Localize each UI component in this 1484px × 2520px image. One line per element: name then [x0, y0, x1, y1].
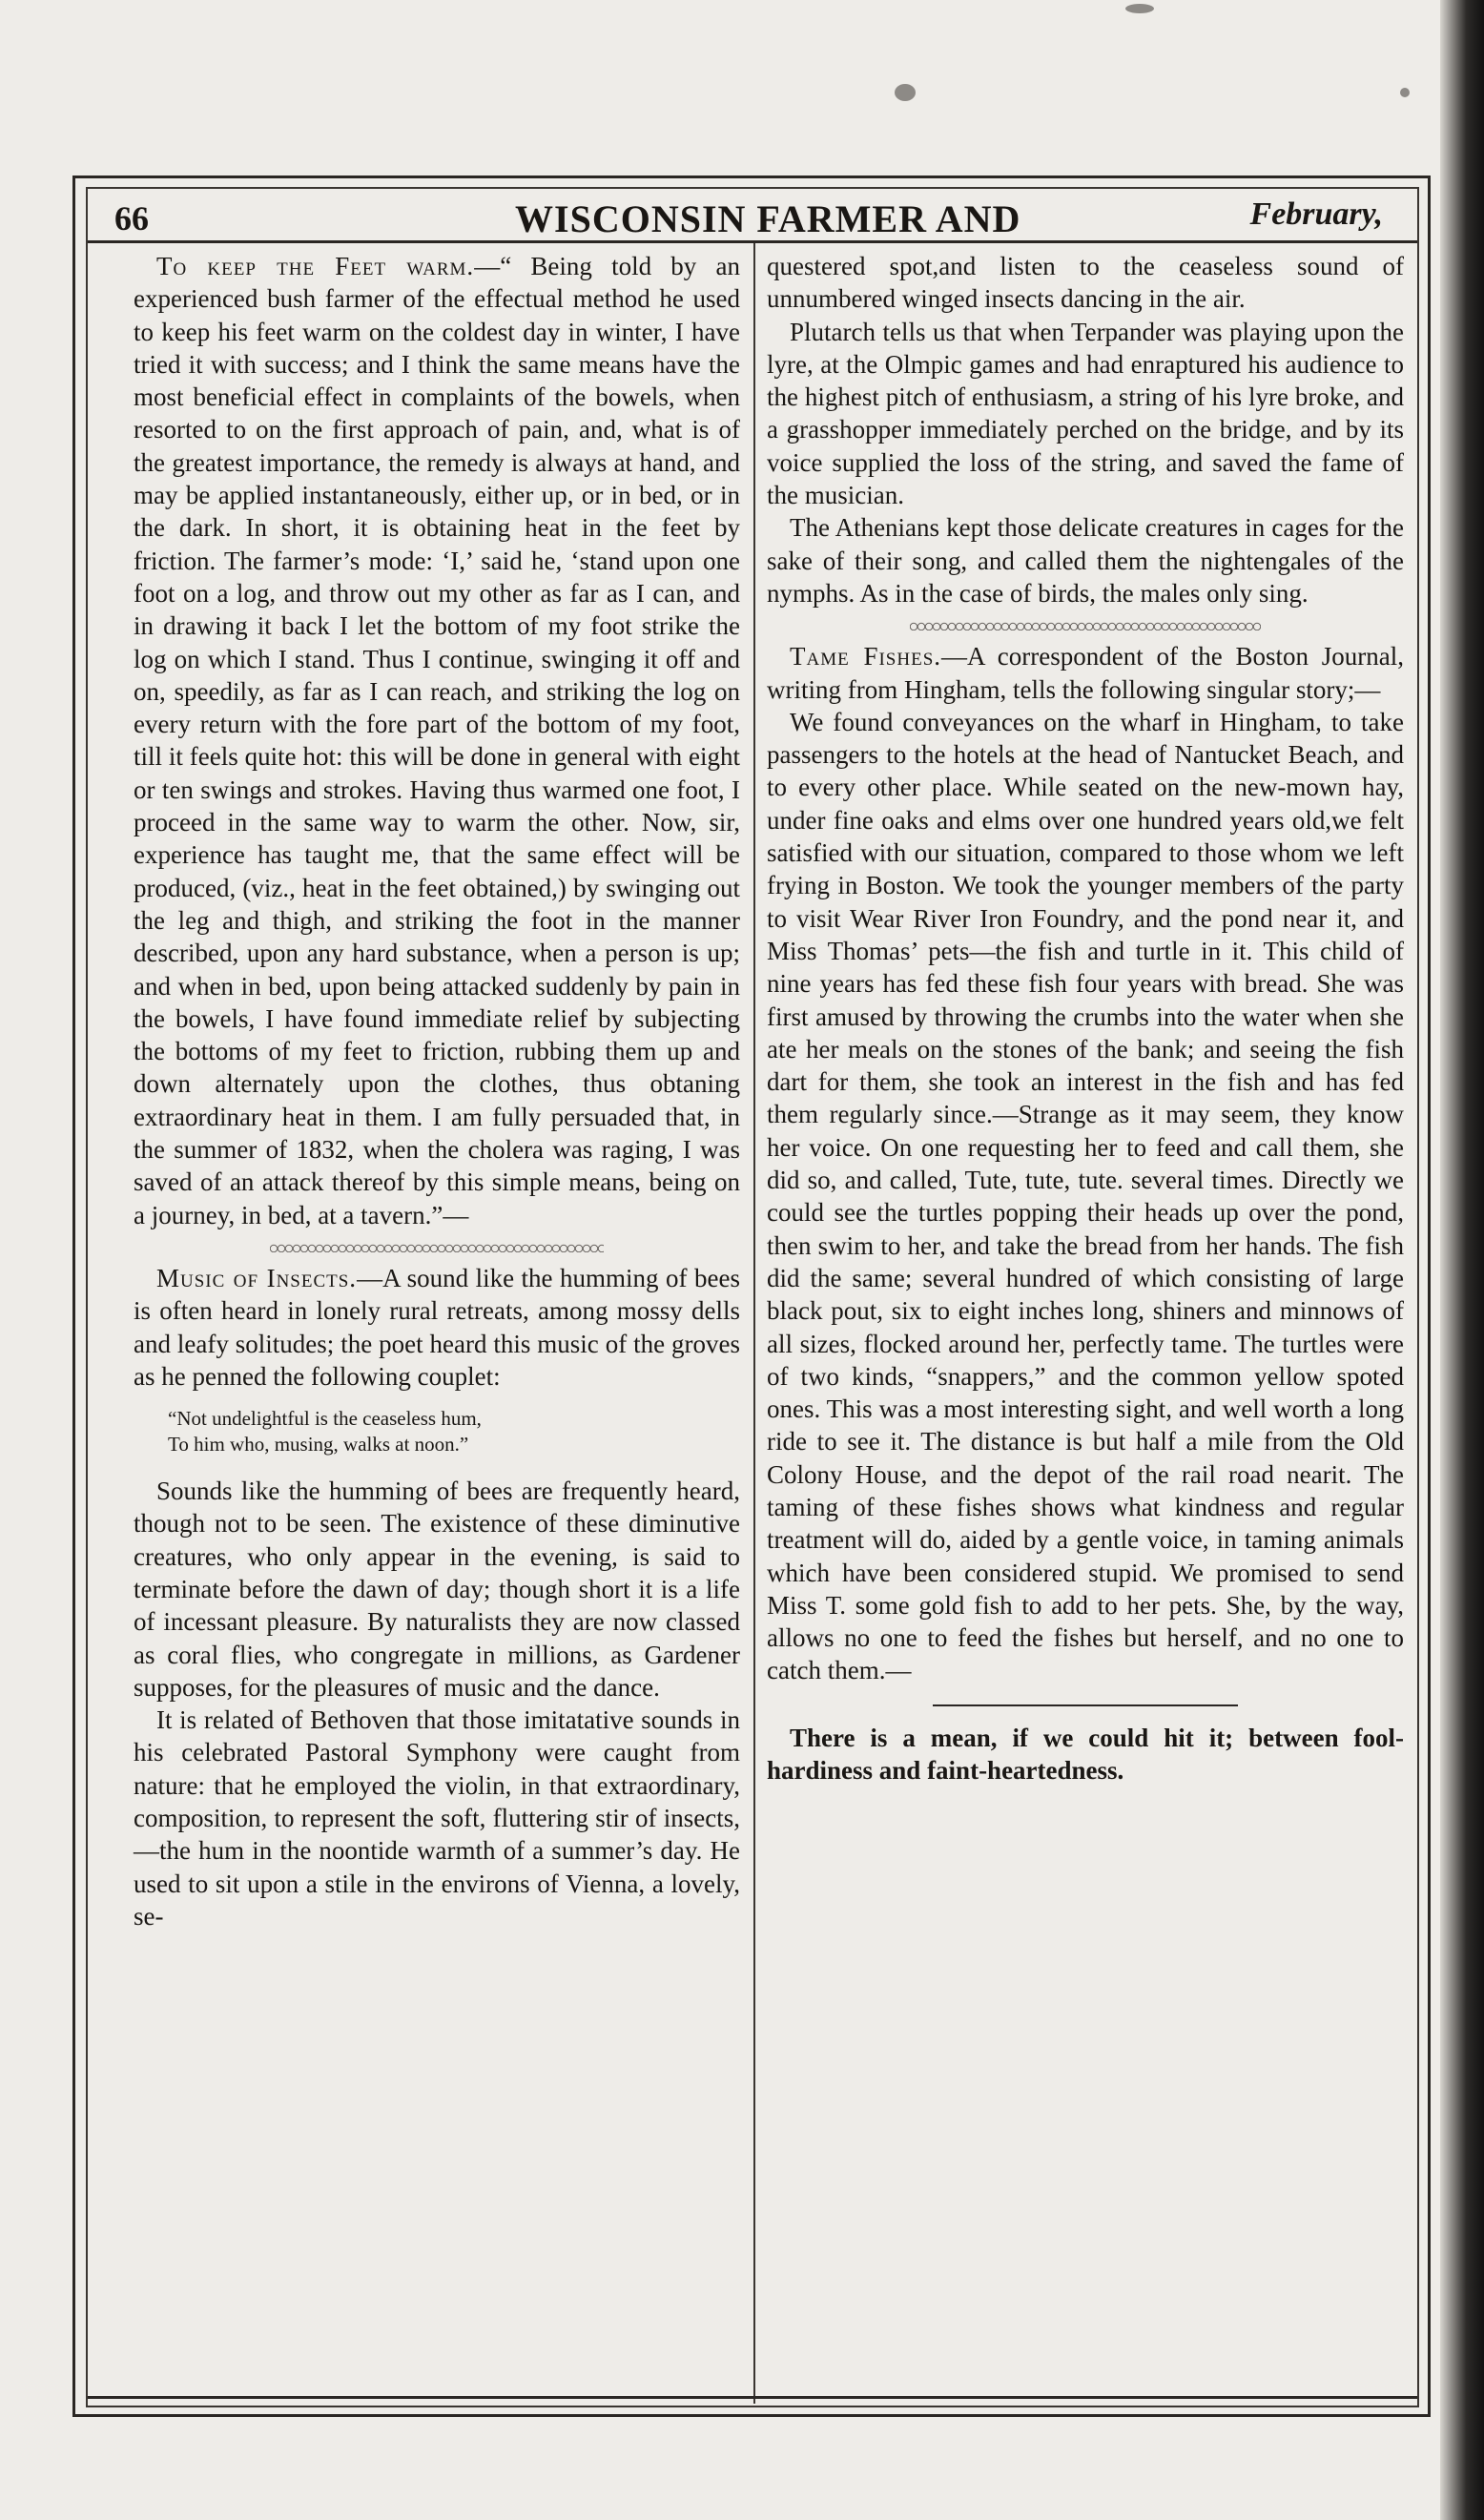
poem-line: “Not undelightful is the ceaseless hum,: [168, 1407, 482, 1431]
scan-speck: [1400, 88, 1410, 97]
section-rule: [933, 1704, 1239, 1706]
scan-speck: [1125, 4, 1154, 13]
running-header: [95, 187, 1412, 240]
poem-line: To him who, musing, walks at noon.”: [168, 1433, 469, 1456]
article-keep-feet-warm: [134, 250, 740, 1231]
column-divider: [753, 243, 755, 2404]
article-body: —A sound like the humming of bees is often heard in lonely rural retreats, among mossy dells and leafy solitudes; the poet heard this music of the groves as he penned the following couplet:: [134, 1263, 740, 1391]
right-column: [767, 250, 1404, 1787]
left-column: [134, 250, 740, 1932]
article-tame-fishes: [767, 640, 1404, 706]
bottom-rule: [88, 2396, 1417, 2399]
page-number: 66: [114, 199, 149, 238]
article-body: —“ Being told by an experienced bush farmer of the effectual method he used to keep his feet warm on the coldest day in winter, I have tried it with success; and I think the same means have the most beneficial effect in complaints of the bowels, when resorted to on the first approach of pain, and, what is of the greatest importance, the remedy is always at hand, and may be applied instantaneously, either up, or in bed, or in the dark. In short, it is obtaining heat in the feet by friction. The farmer’s mode: ‘I,’ said he, ‘stand upon one foot on a log, and throw out my other as far as I can, and in drawing it back I let the bottom of my foot strike the log on which I stand. Thus I continue, swinging it off and on, speedily, as far as I can reach, and striking the log on every return with the fore part of the bottom of my foot, till it feels quite hot: this will be done in general with eight or ten swings and strokes. Having thus warmed one foot, I proceed in the same way to warm the other. Now, sir, experience has taught me, that the same effect will be produced, (viz., heat in the feet obtained,) by swinging out the leg and thigh, and striking the foot in the manner described, upon any hard substance, when a person is up; and when in bed, upon being attacked suddenly by pain in the bowels, I have found immediate relief by subjecting the bottoms of my feet to friction, rubbing them up and down alternately upon the clothes, thus obtaning extraordinary heat in them. I am fully persuaded that, in the summer of 1832, when the cholera was raging, I was saved of an attack thereof by this simple means, being on a journey, in bed, at a tavern.”—: [134, 252, 740, 1229]
paragraph: The Athenians kept those delicate creatures in cages for the sake of their song, and called them the nightengales of the nymphs. As in the case of birds, the males only sing.: [767, 513, 1404, 608]
article-body: —A correspondent of the Boston Journal, writing from Hingham, tells the following singular story;—: [767, 642, 1404, 704]
paragraph: It is related of Bethoven that those imitatative sounds in his celebrated Pastoral Symphony were caught from nature: that he employed the violin, in that extraordinary, composition, to represent the soft, fluttering stir of insects,—the hum in the noontide warmth of a summer’s day. He used to sit upon a stile in the environs of Vienna, a lovely, se-: [134, 1705, 740, 1931]
wavy-separator: [910, 617, 1260, 630]
paragraph: Sounds like the humming of bees are frequently heard, though not to be seen. The existence of these diminutive creatures, who only appear in the evening, is said to terminate before the dawn of day; though short it is a life of incessant pleasure. By naturalists they are now classed as coral flies, who congregate in millions, as Gardener supposes, for the pleasures of music and the dance.: [134, 1477, 740, 1702]
issue-month: February,: [1249, 196, 1383, 232]
header-rule: [88, 240, 1417, 243]
poem-couplet: [168, 1406, 740, 1457]
scan-speck: [895, 84, 916, 101]
page-edge-shadow: [1440, 0, 1484, 2520]
paragraph: We found conveyances on the wharf in Hingham, to take passengers to the hotels at the head of Nantucket Beach, and to every other place. While seated on the new-mown hay, under fine oaks and elms over one hundred years old,we felt satisfied with our situation, compared to those whom we left frying in Boston. We took the younger members of the party to visit Wear River Iron Foundry, and the pond near it, and Miss Thomas’ pets—the fish and turtle in it. This child of nine years has fed these fish four years with bread. She was first amused by throwing the crumbs into the water when she ate her meals on the stones of the bank; and seeing the fish dart for them, she took an interest in the fish and has fed them regularly since.—Strange as it may seem, they know her voice. On one requesting her to feed and call them, she did so, and called, Tute, tute, tute. several times. Directly we could see the turtles popping their heads up over the pond, then swim to her, and take the bread from her hands. The fish did the same; several hundred of which consisting of large black pout, six to eight inches long, shiners and minnows of all sizes, flocked around her, perfectly tame. The turtles were of two kinds, “snappers,” and the common yellow spoted ones. This was a most interesting sight, and well worth a long ride to see it. The distance is but half a mile from the Old Colony House, and the depot of the rail road nearit. The taming of these fishes shows what kindness and regular treatment will do, aided by a gentle voice, in taming animals which have been considered stupid. We promised to send Miss T. some gold fish to add to her pets. She, by the way, allows no one to feed the fishes but herself, and no one to catch them.—: [767, 707, 1404, 1685]
article-heading: To keep the Feet warm.: [156, 252, 475, 280]
maxim: There is a mean, if we could hit it; between fool-hardiness and faint-heartedness.: [767, 1723, 1404, 1786]
article-heading: Tame Fishes.: [790, 642, 942, 671]
wavy-separator: [270, 1239, 604, 1252]
article-heading: Music of Insects.: [156, 1263, 358, 1292]
paragraph-continued: questered spot,and listen to the ceaseless sound of unnumbered winged insects dancing in the air.: [767, 252, 1404, 314]
article-music-of-insects: [134, 1262, 740, 1393]
publication-title: WISCONSIN FARMER AND: [515, 197, 1021, 240]
paragraph: Plutarch tells us that when Terpander was playing upon the lyre, at the Olmpic games and had enraptured his audience to the highest pitch of enthusiasm, a string of his lyre broke, and a grasshopper immediately perched on the bridge, and by its voice supplied the loss of the string, and saved the fame of the musician.: [767, 317, 1404, 510]
